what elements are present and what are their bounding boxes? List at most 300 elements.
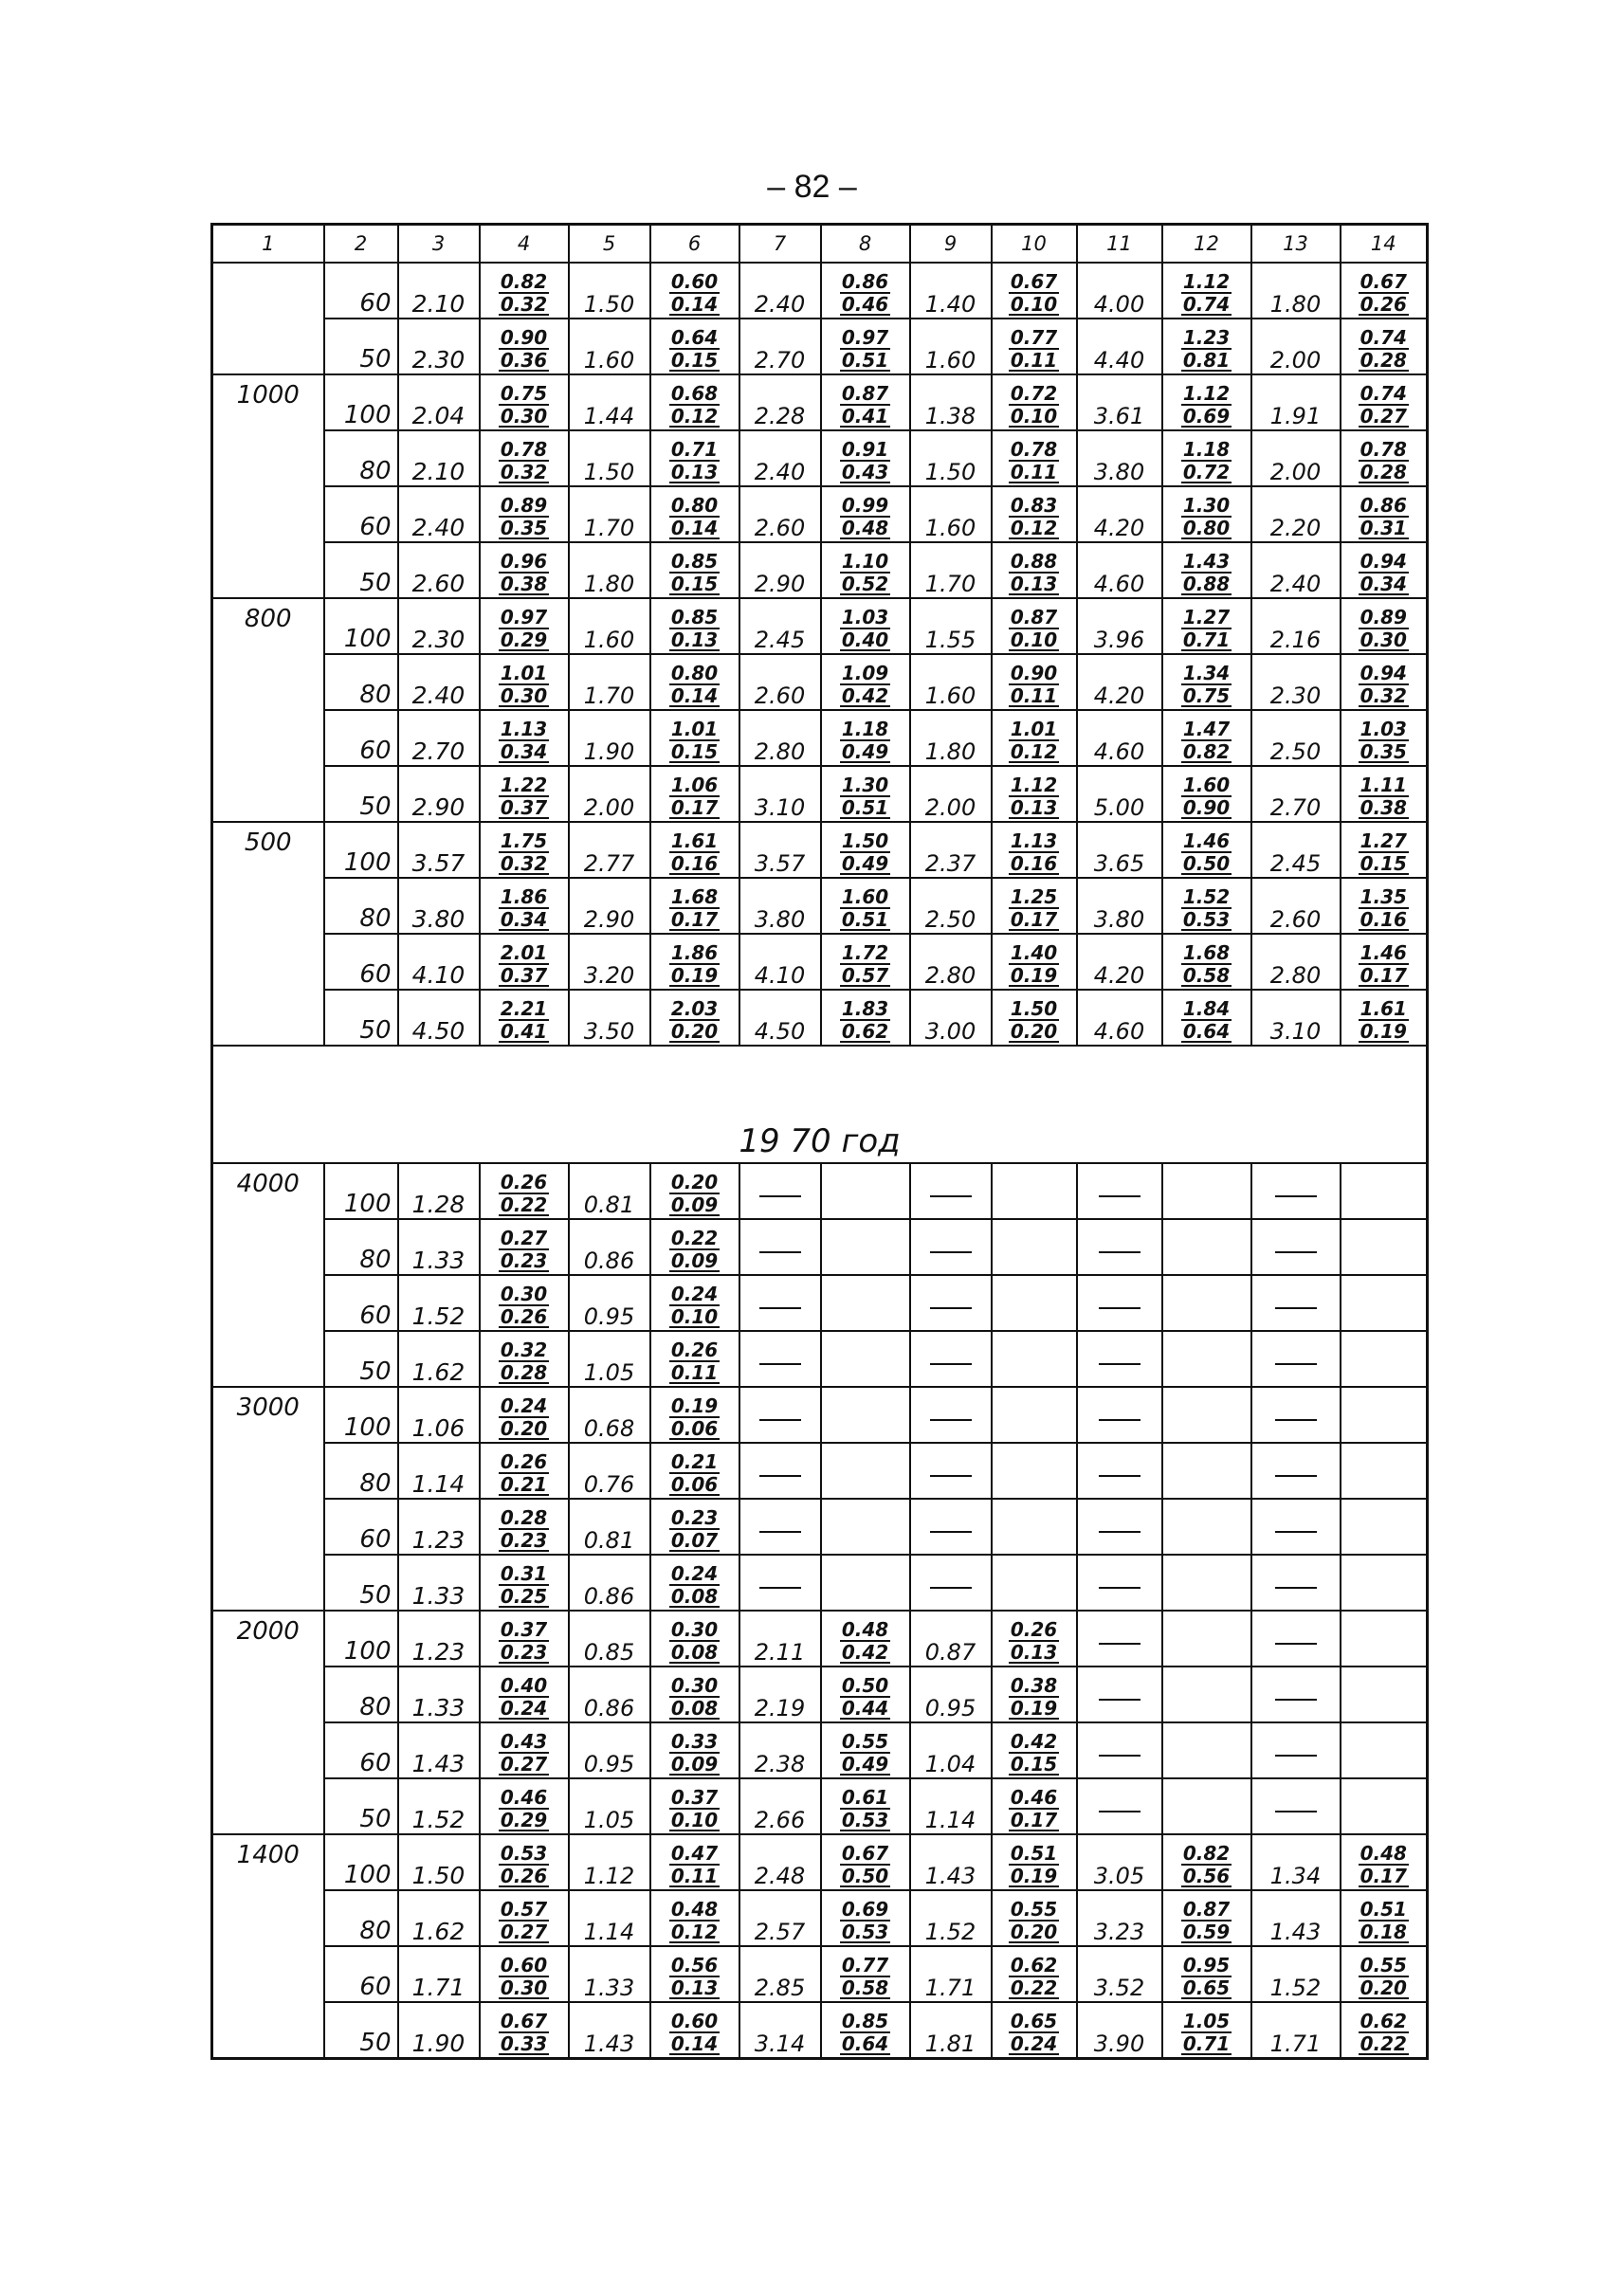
header-cell: 9 xyxy=(910,225,992,264)
fraction-numerator: 0.94 xyxy=(1359,550,1407,573)
table-cell: 2.70 xyxy=(739,319,821,374)
table-cell xyxy=(650,1163,739,1219)
table-cell xyxy=(650,822,739,878)
table-cell: 1.60 xyxy=(569,598,650,654)
fraction-denominator: 0.23 xyxy=(500,1641,548,1664)
table-cell: 3.00 xyxy=(910,990,992,1046)
table-cell xyxy=(1077,1778,1162,1834)
table-cell: 60 xyxy=(324,1946,398,2002)
table-cell: 2.77 xyxy=(569,822,650,878)
fraction-denominator: 0.13 xyxy=(670,628,719,651)
table-cell xyxy=(992,1834,1077,1890)
fraction-numerator: 0.60 xyxy=(670,2010,719,2032)
fraction xyxy=(1181,831,1232,875)
dash-mark xyxy=(1275,1363,1317,1365)
fraction-numerator: 0.85 xyxy=(841,2010,889,2032)
table-cell xyxy=(1251,1331,1341,1387)
table-cell xyxy=(992,822,1077,878)
fraction-denominator: 0.90 xyxy=(1182,796,1231,819)
table-cell xyxy=(480,2002,569,2059)
table-cell xyxy=(992,1555,1077,1611)
fraction xyxy=(499,272,549,316)
fraction-denominator: 0.41 xyxy=(500,1020,548,1043)
table-cell: 1.91 xyxy=(1251,374,1341,430)
fraction-denominator: 0.43 xyxy=(841,461,889,483)
fraction xyxy=(1359,608,1409,651)
fraction xyxy=(840,272,890,316)
table-cell xyxy=(650,934,739,990)
dash-mark xyxy=(930,1475,972,1477)
fraction xyxy=(1359,328,1409,372)
table-cell: 2.30 xyxy=(1251,654,1341,710)
header-cell: 14 xyxy=(1341,225,1428,264)
table-cell xyxy=(992,486,1077,542)
table-cell xyxy=(992,319,1077,374)
table-cell xyxy=(1341,934,1428,990)
fraction-denominator: 0.17 xyxy=(1010,908,1058,931)
table-cell: 1.60 xyxy=(569,319,650,374)
table-cell: 2.40 xyxy=(398,486,480,542)
table-cell: 3.05 xyxy=(1077,1834,1162,1890)
table-cell: 3.10 xyxy=(739,766,821,822)
table-cell: 2.40 xyxy=(398,654,480,710)
table-row xyxy=(212,1499,1428,1555)
fraction-denominator: 0.42 xyxy=(841,1641,889,1664)
fraction-denominator: 0.16 xyxy=(1359,908,1407,931)
table-cell xyxy=(1341,990,1428,1046)
table-cell xyxy=(1341,319,1428,374)
table-row xyxy=(212,934,1428,990)
table-row xyxy=(212,1163,1428,1219)
fraction xyxy=(1359,999,1409,1043)
fraction xyxy=(840,1956,890,1999)
table-cell xyxy=(650,990,739,1046)
table-cell: 1.71 xyxy=(910,1946,992,2002)
fraction-numerator: 2.01 xyxy=(500,941,548,964)
fraction xyxy=(1009,384,1059,428)
table-cell xyxy=(1162,1163,1251,1219)
table-cell: 1.43 xyxy=(910,1834,992,1890)
table-cell xyxy=(739,1555,821,1611)
table-cell: 1.71 xyxy=(1251,2002,1341,2059)
fraction-denominator: 0.06 xyxy=(670,1417,719,1440)
fraction xyxy=(1359,831,1409,875)
table-cell xyxy=(1162,374,1251,430)
table-cell xyxy=(1162,822,1251,878)
table-cell: 1.23 xyxy=(398,1611,480,1667)
table-cell: 1.43 xyxy=(1251,1890,1341,1946)
fraction-numerator: 0.67 xyxy=(1010,270,1058,293)
table-cell: 4.10 xyxy=(398,934,480,990)
fraction xyxy=(1009,272,1059,316)
table-cell: 50 xyxy=(324,1331,398,1387)
table-cell xyxy=(1162,1555,1251,1611)
fraction-denominator: 0.13 xyxy=(1010,573,1058,595)
fraction-numerator: 0.89 xyxy=(1359,606,1407,628)
fraction-denominator: 0.26 xyxy=(500,1305,548,1328)
table-cell: 1.40 xyxy=(910,263,992,319)
fraction xyxy=(499,1229,549,1272)
table-cell xyxy=(1162,598,1251,654)
dash-mark xyxy=(759,1531,801,1533)
fraction-numerator: 1.09 xyxy=(841,662,889,684)
table-cell xyxy=(1077,1611,1162,1667)
fraction-denominator: 0.14 xyxy=(670,293,719,316)
fraction xyxy=(499,1844,549,1887)
fraction xyxy=(1009,608,1059,651)
fraction xyxy=(499,999,549,1043)
fraction xyxy=(499,1620,549,1664)
fraction-denominator: 0.50 xyxy=(1182,852,1231,875)
fraction xyxy=(499,887,549,931)
table-cell xyxy=(1341,598,1428,654)
table-cell xyxy=(821,822,910,878)
header-cell: 5 xyxy=(569,225,650,264)
fraction xyxy=(840,552,890,595)
dash-mark xyxy=(1275,1251,1317,1253)
fraction-numerator: 0.77 xyxy=(1010,326,1058,349)
fraction xyxy=(840,496,890,539)
fraction xyxy=(840,719,890,763)
fraction-denominator: 0.34 xyxy=(500,740,548,763)
table-cell xyxy=(1251,1778,1341,1834)
fraction-numerator: 0.97 xyxy=(841,326,889,349)
fraction-numerator: 1.25 xyxy=(1010,885,1058,908)
fraction-denominator: 0.30 xyxy=(500,405,548,428)
table-cell xyxy=(480,1834,569,1890)
fraction-numerator: 1.12 xyxy=(1182,382,1231,405)
fraction-denominator: 0.27 xyxy=(500,1753,548,1776)
fraction-denominator: 0.11 xyxy=(670,1361,719,1384)
fraction-denominator: 0.71 xyxy=(1182,2032,1231,2055)
table-cell xyxy=(480,319,569,374)
fraction xyxy=(1181,496,1232,539)
table-cell xyxy=(821,1946,910,2002)
fraction-denominator: 0.49 xyxy=(841,1753,889,1776)
table-cell: 1.50 xyxy=(910,430,992,486)
fraction-denominator: 0.57 xyxy=(841,964,889,987)
table-cell: 1.14 xyxy=(569,1890,650,1946)
fraction xyxy=(1181,1900,1232,1943)
table-cell xyxy=(650,1611,739,1667)
table-row xyxy=(212,374,1428,430)
fraction-denominator: 0.82 xyxy=(1182,740,1231,763)
fraction xyxy=(499,831,549,875)
fraction-denominator: 0.58 xyxy=(841,1976,889,1999)
fraction-numerator: 0.67 xyxy=(1359,270,1407,293)
fraction-denominator: 0.14 xyxy=(670,684,719,707)
table-cell xyxy=(480,1275,569,1331)
table-cell: 2.90 xyxy=(739,542,821,598)
table-cell xyxy=(1162,319,1251,374)
table-cell: 1.50 xyxy=(569,430,650,486)
fraction-denominator: 0.64 xyxy=(1182,1020,1231,1043)
table-row xyxy=(212,1219,1428,1275)
fraction-denominator: 0.13 xyxy=(1010,796,1058,819)
fraction-denominator: 0.12 xyxy=(670,405,719,428)
fraction xyxy=(840,887,890,931)
fraction-numerator: 0.55 xyxy=(1010,1898,1058,1921)
table-cell xyxy=(1077,1555,1162,1611)
fraction-denominator: 0.75 xyxy=(1182,684,1231,707)
fraction-numerator: 0.38 xyxy=(1010,1674,1058,1697)
fraction-denominator: 0.19 xyxy=(1010,1865,1058,1887)
table-row xyxy=(212,319,1428,374)
fraction-numerator: 1.60 xyxy=(841,885,889,908)
fraction xyxy=(669,887,720,931)
table-cell: 50 xyxy=(324,2002,398,2059)
fraction xyxy=(1359,719,1409,763)
table-cell xyxy=(1341,710,1428,766)
fraction-denominator: 0.16 xyxy=(1010,852,1058,875)
table-cell: 2.50 xyxy=(1251,710,1341,766)
fraction-numerator: 0.22 xyxy=(670,1227,719,1249)
table-cell xyxy=(821,1834,910,1890)
table-cell: 0.95 xyxy=(569,1275,650,1331)
fraction-denominator: 0.18 xyxy=(1359,1921,1407,1943)
fraction-numerator: 0.80 xyxy=(670,662,719,684)
fraction-numerator: 0.20 xyxy=(670,1171,719,1193)
fraction xyxy=(1009,1788,1059,1831)
dash-mark xyxy=(1275,1587,1317,1589)
table-cell xyxy=(821,1778,910,1834)
fraction xyxy=(1009,775,1059,819)
table-cell xyxy=(910,1275,992,1331)
table-cell: 4.40 xyxy=(1077,319,1162,374)
dash-mark xyxy=(1275,1419,1317,1421)
table-cell xyxy=(992,542,1077,598)
table-cell xyxy=(1341,542,1428,598)
table-cell: 2.60 xyxy=(739,654,821,710)
table-cell: 3.52 xyxy=(1077,1946,1162,2002)
fraction-numerator: 0.78 xyxy=(1359,438,1407,461)
header-cell: 2 xyxy=(324,225,398,264)
table-cell xyxy=(1341,1611,1428,1667)
group-label: 4000 xyxy=(212,1163,324,1387)
table-cell xyxy=(1162,1890,1251,1946)
table-cell xyxy=(1341,486,1428,542)
fraction-denominator: 0.12 xyxy=(1010,517,1058,539)
fraction-denominator: 0.08 xyxy=(670,1697,719,1720)
table-cell xyxy=(992,1890,1077,1946)
fraction-denominator: 0.17 xyxy=(670,796,719,819)
fraction-denominator: 0.11 xyxy=(670,1865,719,1887)
dash-mark xyxy=(1099,1195,1140,1197)
table-cell: 4.10 xyxy=(739,934,821,990)
table-row xyxy=(212,2002,1428,2059)
fraction xyxy=(1009,2012,1059,2055)
table-cell xyxy=(1251,1163,1341,1219)
fraction-denominator: 0.71 xyxy=(1182,628,1231,651)
fraction xyxy=(669,943,720,987)
fraction-denominator: 0.16 xyxy=(670,852,719,875)
fraction-denominator: 0.20 xyxy=(1359,1976,1407,1999)
fraction-denominator: 0.10 xyxy=(670,1305,719,1328)
fraction xyxy=(499,664,549,707)
fraction-numerator: 0.30 xyxy=(500,1283,548,1305)
table-cell: 1.80 xyxy=(569,542,650,598)
table-cell: 50 xyxy=(324,990,398,1046)
fraction xyxy=(1181,775,1232,819)
fraction xyxy=(669,1284,720,1328)
fraction xyxy=(1359,1956,1409,1999)
group-label: 800 xyxy=(212,598,324,822)
table-cell: 1.34 xyxy=(1251,1834,1341,1890)
fraction-numerator: 0.55 xyxy=(841,1730,889,1753)
table-cell xyxy=(650,1387,739,1443)
fraction xyxy=(840,608,890,651)
fraction-denominator: 0.19 xyxy=(1010,964,1058,987)
table-cell: 1.52 xyxy=(1251,1946,1341,2002)
fraction xyxy=(669,1788,720,1831)
dash-mark xyxy=(1099,1755,1140,1757)
fraction-numerator: 0.32 xyxy=(500,1339,548,1361)
fraction xyxy=(499,943,549,987)
table-cell xyxy=(1162,934,1251,990)
table-row xyxy=(212,1778,1428,1834)
fraction-numerator: 1.60 xyxy=(1182,774,1231,796)
fraction-denominator: 0.64 xyxy=(841,2032,889,2055)
table-cell xyxy=(480,1778,569,1834)
fraction xyxy=(669,1956,720,1999)
table-cell xyxy=(992,263,1077,319)
fraction-denominator: 0.37 xyxy=(500,964,548,987)
fraction-denominator: 0.15 xyxy=(1359,852,1407,875)
fraction-numerator: 1.27 xyxy=(1182,606,1231,628)
table-cell: 2.10 xyxy=(398,263,480,319)
table-cell xyxy=(739,1387,821,1443)
table-cell xyxy=(480,1499,569,1555)
table-cell xyxy=(480,934,569,990)
fraction-numerator: 0.85 xyxy=(670,606,719,628)
fraction xyxy=(499,384,549,428)
dash-mark xyxy=(930,1307,972,1309)
table-cell xyxy=(650,1275,739,1331)
fraction-numerator: 1.13 xyxy=(500,718,548,740)
fraction-denominator: 0.88 xyxy=(1182,573,1231,595)
dash-mark xyxy=(930,1251,972,1253)
dash-mark xyxy=(930,1419,972,1421)
table-cell: 1.70 xyxy=(569,654,650,710)
header-cell: 13 xyxy=(1251,225,1341,264)
fraction-numerator: 0.61 xyxy=(841,1786,889,1809)
table-cell xyxy=(910,1499,992,1555)
table-cell: 1.80 xyxy=(1251,263,1341,319)
fraction-numerator: 0.86 xyxy=(841,270,889,293)
table-cell: 3.57 xyxy=(398,822,480,878)
table-cell: 4.50 xyxy=(739,990,821,1046)
fraction-denominator: 0.17 xyxy=(1359,964,1407,987)
table-cell xyxy=(1162,654,1251,710)
fraction-numerator: 1.18 xyxy=(841,718,889,740)
table-cell xyxy=(480,878,569,934)
table-cell xyxy=(1077,1443,1162,1499)
table-cell xyxy=(1341,1890,1428,1946)
fraction-denominator: 0.30 xyxy=(500,684,548,707)
table-cell xyxy=(821,710,910,766)
fraction xyxy=(1181,440,1232,483)
fraction-numerator: 0.43 xyxy=(500,1730,548,1753)
fraction-denominator: 0.06 xyxy=(670,1473,719,1496)
table-cell xyxy=(821,2002,910,2059)
fraction xyxy=(1009,1620,1059,1664)
fraction xyxy=(840,384,890,428)
fraction xyxy=(669,1229,720,1272)
fraction-numerator: 0.19 xyxy=(670,1394,719,1417)
table-cell: 1.44 xyxy=(569,374,650,430)
dash-mark xyxy=(1275,1643,1317,1645)
dash-mark xyxy=(759,1307,801,1309)
table-cell: 2.00 xyxy=(569,766,650,822)
fraction-numerator: 0.68 xyxy=(670,382,719,405)
fraction-numerator: 0.50 xyxy=(841,1674,889,1697)
fraction xyxy=(840,943,890,987)
header-cell: 6 xyxy=(650,225,739,264)
table-cell: 80 xyxy=(324,654,398,710)
table-cell xyxy=(480,374,569,430)
fraction xyxy=(669,440,720,483)
fraction-denominator: 0.34 xyxy=(500,908,548,931)
table-row xyxy=(212,710,1428,766)
table-cell: 3.14 xyxy=(739,2002,821,2059)
table-cell: 2.45 xyxy=(1251,822,1341,878)
table-cell xyxy=(1341,1946,1428,2002)
fraction-numerator: 0.33 xyxy=(670,1730,719,1753)
dash-mark xyxy=(1099,1251,1140,1253)
table-cell xyxy=(650,1722,739,1778)
fraction-numerator: 0.31 xyxy=(500,1562,548,1585)
fraction xyxy=(669,1508,720,1552)
table-cell: 1.70 xyxy=(910,542,992,598)
fraction-denominator: 0.15 xyxy=(670,573,719,595)
table-cell: 1.14 xyxy=(910,1778,992,1834)
table-cell xyxy=(821,1499,910,1555)
table-cell: 4.60 xyxy=(1077,990,1162,1046)
table-cell xyxy=(992,598,1077,654)
table-cell: 0.68 xyxy=(569,1387,650,1443)
fraction xyxy=(1359,384,1409,428)
fraction-denominator: 0.11 xyxy=(1010,349,1058,372)
table-cell: 100 xyxy=(324,374,398,430)
fraction-numerator: 0.27 xyxy=(500,1227,548,1249)
fraction-denominator: 0.30 xyxy=(500,1976,548,1999)
table-cell: 2.00 xyxy=(1251,319,1341,374)
fraction-denominator: 0.15 xyxy=(670,740,719,763)
group-label: 2000 xyxy=(212,1611,324,1834)
fraction xyxy=(669,999,720,1043)
dash-mark xyxy=(1099,1475,1140,1477)
fraction-numerator: 0.85 xyxy=(670,550,719,573)
fraction-numerator: 0.82 xyxy=(500,270,548,293)
table-cell: 2.04 xyxy=(398,374,480,430)
table-row xyxy=(212,1275,1428,1331)
fraction-numerator: 0.23 xyxy=(670,1506,719,1529)
fraction xyxy=(499,1676,549,1720)
table-cell: 80 xyxy=(324,1890,398,1946)
fraction xyxy=(669,1620,720,1664)
fraction-numerator: 1.52 xyxy=(1182,885,1231,908)
fraction xyxy=(499,328,549,372)
table-cell: 100 xyxy=(324,1611,398,1667)
table-cell xyxy=(992,1499,1077,1555)
fraction-denominator: 0.20 xyxy=(1010,1921,1058,1943)
fraction-denominator: 0.24 xyxy=(1010,2032,1058,2055)
table-cell xyxy=(480,822,569,878)
table-cell xyxy=(1251,1667,1341,1722)
dash-mark xyxy=(1099,1419,1140,1421)
table-cell: 60 xyxy=(324,486,398,542)
table-cell xyxy=(910,1219,992,1275)
